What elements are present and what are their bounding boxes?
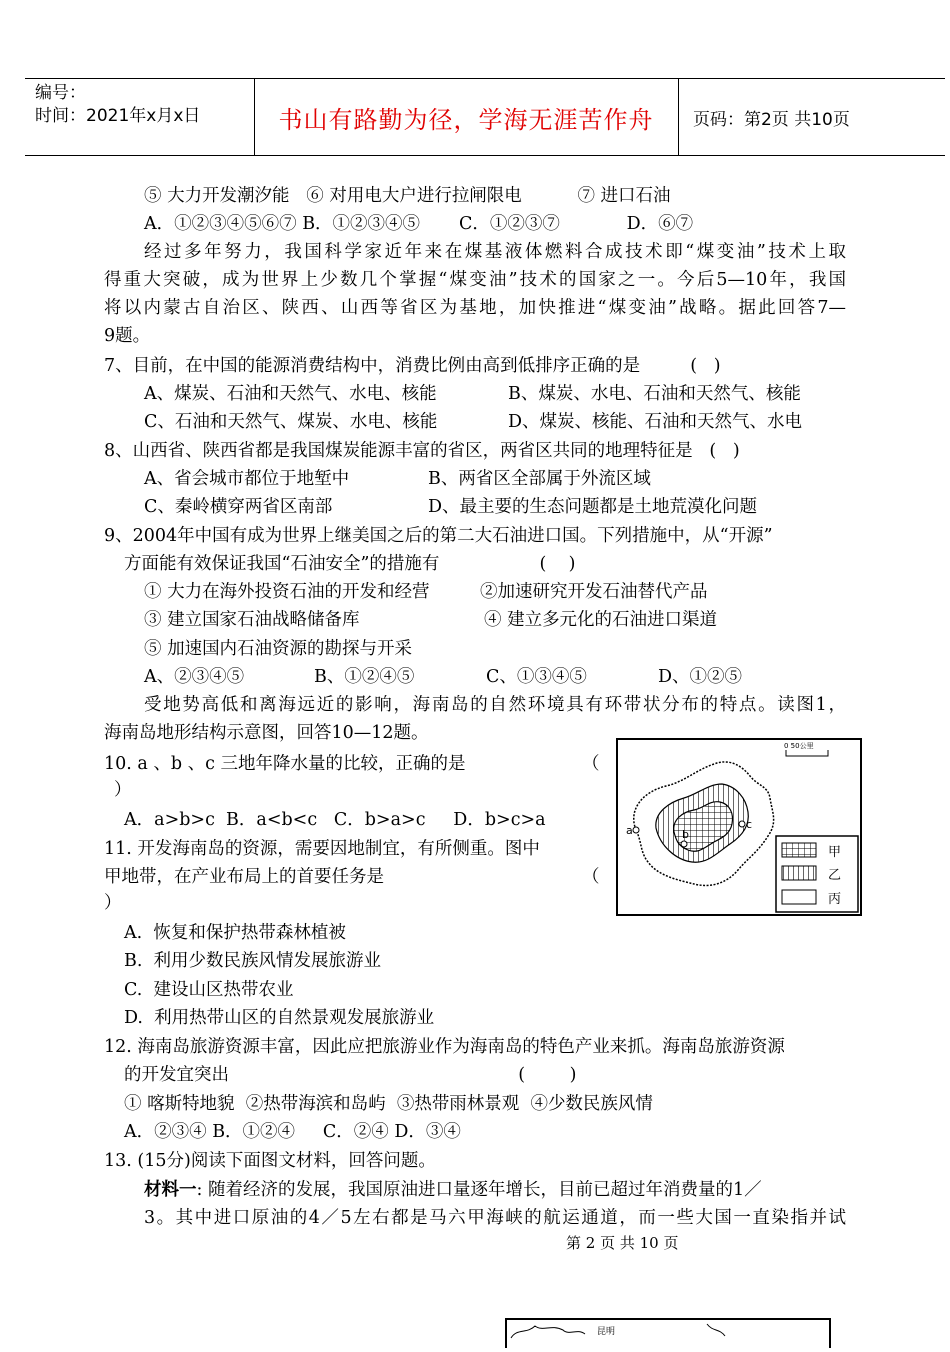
point-a: [633, 827, 639, 833]
paragraph-line: 受地势高低和离海远近的影响，海南岛的自然环境具有环带状分布的特点。读图1，: [144, 695, 846, 715]
question-9-cont: 方面能有效保证我国“石油安全”的措施有 ( ): [124, 554, 576, 574]
paragraph-line: 9题。: [104, 326, 151, 346]
measure-2: ②加速研究开发石油替代产品: [480, 582, 708, 602]
scale-bar: [786, 750, 828, 756]
page-footer: 第 2 页 共 10 页: [566, 1234, 679, 1252]
answer-paren: ）: [104, 893, 122, 913]
paragraph-line: 得重大突破，成为世界上少数几个掌握“煤变油”技术的国家之一。今后5—10年，我国: [104, 270, 846, 290]
measure-3: ③ 建立国家石油战略储备库: [144, 610, 360, 630]
option-d: D、煤炭、核能、石油和天然气、水电: [508, 412, 803, 432]
option-line: ⑤ 大力开发潮汐能 ⑥ 对用电大户进行拉闸限电 ⑦ 进口石油: [144, 186, 671, 206]
option-c: C. 建设山区热带农业: [124, 980, 294, 1000]
option-b: B、①②④⑤: [314, 667, 415, 687]
option-b: B、两省区全部属于外流区域: [428, 469, 651, 489]
legend-jia: 甲: [828, 845, 842, 860]
option-a: A、②③④⑤: [144, 667, 245, 687]
answer-options: A．①②③④⑤⑥⑦ B．①②③④⑤ C．①②③⑦ D．⑥⑦: [144, 214, 694, 234]
question-11-cont: 甲地带，在产业布局上的首要任务是: [104, 867, 384, 887]
option-a: A. 恢复和保护热带森林植被: [124, 923, 346, 943]
header-meta: [35, 82, 200, 128]
point-a-label: a: [626, 824, 633, 837]
city-label: 昆明: [597, 1327, 616, 1337]
question-11: 11. 开发海南岛的资源，需要因地制宜，有所侧重。图中: [104, 839, 540, 859]
answer-paren: （: [582, 867, 600, 887]
scale-label: 0 50公里: [784, 742, 814, 750]
question-12-cont: 的开发宜突出 ( ): [124, 1065, 577, 1085]
point-c-label: c: [746, 818, 753, 831]
option-a: A、煤炭、石油和天然气、水电、核能: [144, 384, 437, 404]
answer-options: A．a>b>c B．a<b<c C．b>a>c D．b>c>a: [124, 810, 546, 830]
option-b: B、煤炭、水电、石油和天然气、核能: [508, 384, 801, 404]
header-divider: [678, 78, 679, 156]
measure-5: ⑤ 加速国内石油资源的勘探与开采: [144, 639, 413, 659]
material-1-line: [144, 1178, 762, 1202]
question-9: 9、2004年中国有成为世界上继美国之后的第二大石油进口国。下列措施中，从“开源”: [104, 526, 773, 546]
header-page-count: 页码：第2页 共10页: [693, 110, 850, 130]
option-c: C、石油和天然气、煤炭、水电、核能: [144, 412, 438, 432]
legend-yi: 乙: [828, 868, 842, 883]
question-10: 10. a 、b 、c 三地年降水量的比较，正确的是: [104, 754, 466, 774]
options-list: ① 喀斯特地貌 ②热带海滨和岛屿 ③热带雨林景观 ④少数民族风情: [124, 1094, 653, 1114]
question-12: 12. 海南岛旅游资源丰富，因此应把旅游业作为海南岛的特色产业来抓。海南岛旅游资源: [104, 1037, 785, 1057]
document-number: 编号：: [35, 83, 86, 103]
legend-bing: 丙: [828, 892, 842, 907]
document-time: 时间：2021年x月x日: [35, 106, 201, 126]
option-c: C、①③④⑤: [486, 667, 587, 687]
map-drawing: [618, 740, 860, 914]
answer-paren: （: [582, 754, 600, 774]
material-1-line: 3。其中进口原油的4／5左右都是马六甲海峡的航运通道，而一些大国一直染指并试: [144, 1208, 846, 1228]
point-b-label: b: [682, 828, 689, 841]
measure-1: ① 大力在海外投资石油的开发和经营: [144, 582, 430, 602]
material-1-label: 材料一: [144, 1180, 197, 1200]
question-8: 8、山西省、陕西省都是我国煤炭能源丰富的省区，两省区共同的地理特征是 ( ): [104, 441, 740, 461]
question-7: 7、目前，在中国的能源消费结构中，消费比例由高到低排序正确的是 ( ): [104, 356, 721, 376]
partial-map-figure: [505, 1318, 831, 1348]
measure-4: ④ 建立多元化的石油进口渠道: [484, 610, 718, 630]
header-bottom-rule: [25, 155, 945, 156]
paragraph-line: 经过多年努力，我国科学家近年来在煤基液体燃料合成技术即“煤变油”技术上取: [144, 242, 846, 262]
option-b: B. 利用少数民族风情发展旅游业: [124, 951, 382, 971]
partial-map-drawing: [507, 1320, 829, 1348]
header-top-rule: [25, 78, 945, 79]
option-a: A、省会城市都位于地堑中: [144, 469, 350, 489]
option-d: D、①②⑤: [658, 667, 743, 687]
material-1-text: : 随着经济的发展，我国原油进口量逐年增长，目前已超过年消费量的1／: [196, 1180, 762, 1200]
point-b: [681, 841, 687, 847]
paragraph-line: 将以内蒙古自治区、陕西、山西等省区为基地，加快推进“煤变油”战略。据此回答7—: [104, 298, 846, 318]
answer-paren: ）: [114, 780, 132, 800]
option-d: D、最主要的生态问题都是土地荒漠化问题: [428, 497, 758, 517]
option-d: D. 利用热带山区的自然景观发展旅游业: [124, 1008, 435, 1028]
question-13: 13. (15分)阅读下面图文材料，回答问题。: [104, 1151, 436, 1171]
hainan-terrain-map: [616, 738, 862, 916]
page-header: [25, 78, 945, 156]
answer-options: A．②③④ B．①②④ C．②④ D．③④: [124, 1122, 461, 1142]
header-motto: 书山有路勤为径，学海无涯苦作舟: [278, 106, 654, 134]
map-legend: [776, 836, 858, 912]
paragraph-line: 海南岛地形结构示意图，回答10—12题。: [104, 723, 429, 743]
option-c: C、秦岭横穿两省区南部: [144, 497, 333, 517]
point-c: [739, 821, 745, 827]
